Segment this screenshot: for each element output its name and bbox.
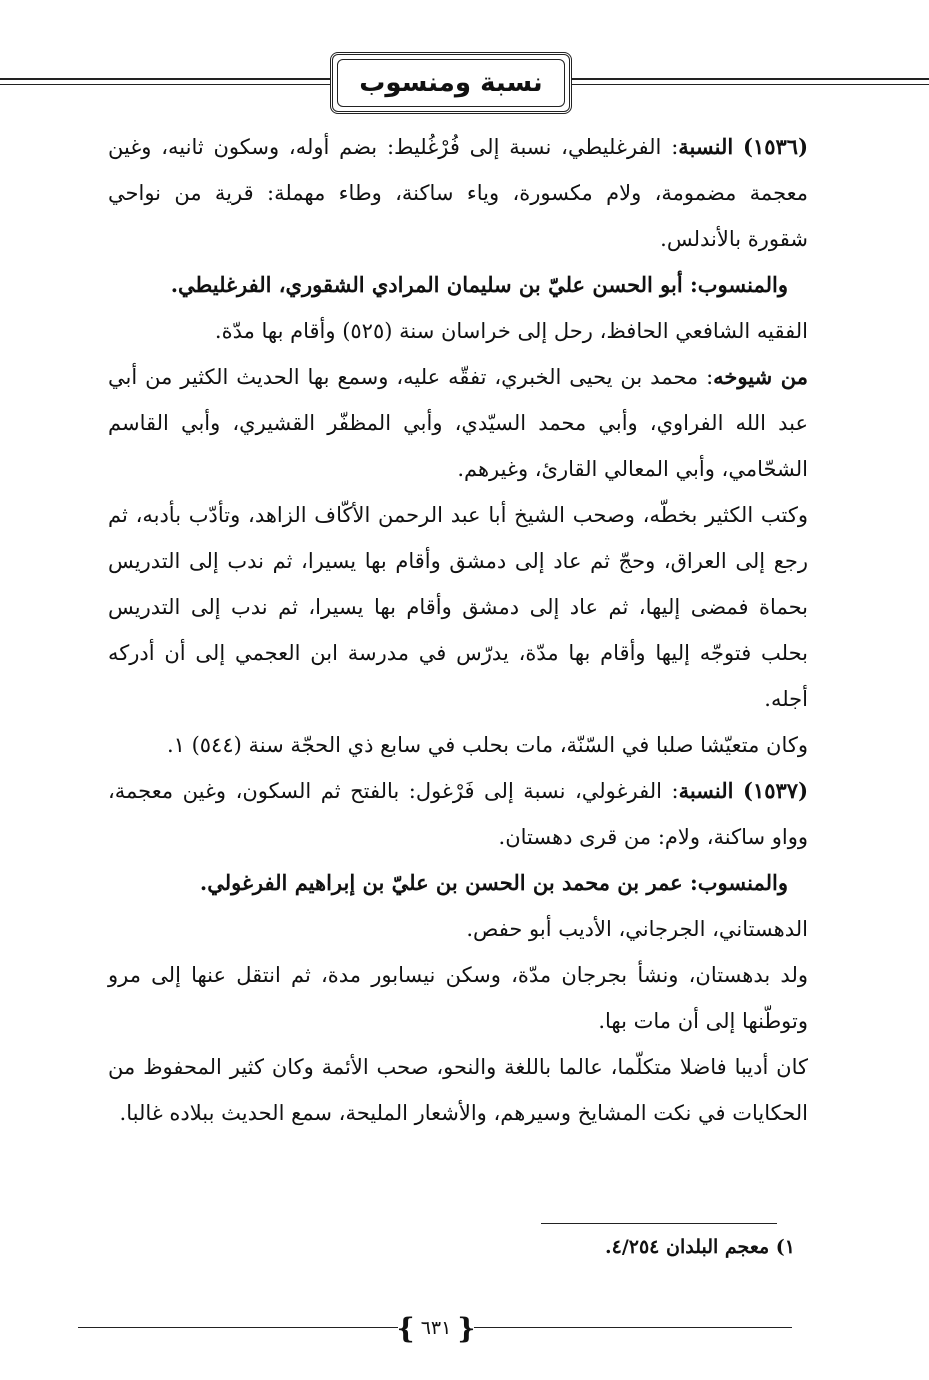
entry-1537-mansoob — [108, 860, 808, 906]
footer-rule-left — [78, 1327, 398, 1328]
paragraph: وكان متعيّشا صلبا في السّنّة، مات بحلب في سابع ذي الحجّة سنة (٥٤٤) ١. — [166, 733, 808, 757]
mansoob-label: والمنسوب — [697, 272, 788, 297]
mansoob-name: : أبو الحسن عليّ بن سليمان المرادي الشقوري، الفرغليطي. — [170, 272, 698, 297]
page-number-bracket-close: } — [457, 1311, 476, 1345]
page-number — [398, 1312, 474, 1344]
header-rule-right-top — [572, 78, 929, 80]
footer-rule-right — [474, 1327, 792, 1328]
entry-1536-mansoob — [108, 262, 808, 308]
footnote-separator — [541, 1223, 777, 1224]
paragraph: وكتب الكثير بخطّه، وصحب الشيخ أبا عبد الرحمن الأكّاف الزاهد، وتأدّب بأدبه، ثم رجع إلى العراق، وحجّ ثم عاد إلى دمشق وأقام بها يسيرا، ثم ندب إلى التدريس بحماة فمضى إليها، ثم عاد إلى دمشق وأقام بها يسيرا، ثم ندب إلى التدريس بحلب فتوجّه إليها وأقام بها مدّة، يدرّس في مدرسة ابن العجمي إلى أن أدركه أجله. — [108, 503, 808, 711]
entry-1536-teachers — [108, 354, 808, 492]
page-body — [108, 124, 808, 1136]
paragraph: الدهستاني، الجرجاني، الأديب أبو حفص. — [466, 917, 808, 941]
header-rule-left-top — [0, 78, 330, 80]
entry-1536-nisba — [108, 124, 808, 262]
paragraph: ولد بدهستان، ونشأ بجرجان مدّة، وسكن نيسابور مدة، ثم انتقل عنها إلى مرو وتوطّنها إلى أن مات بها. — [108, 963, 808, 1033]
paragraph: كان أديبا فاضلا متكلّما، عالما باللغة والنحو، صحب الأئمة وكان كثير المحفوظ من الحكايات في نكت المشايخ وسيرهم، والأشعار المليحة، سمع الحديث ببلاده غالبا. — [108, 1055, 808, 1125]
nisba-label: النسبة — [678, 778, 734, 803]
mansoob-name: : عمر بن محمد بن الحسن بن عليّ بن إبراهيم الفرغولي. — [199, 870, 698, 895]
teachers-label: من شيوخه — [713, 364, 808, 389]
running-header — [330, 52, 572, 114]
header-rule-right-bottom — [572, 84, 929, 85]
entry-number: (١٥٣٦) — [743, 134, 808, 159]
entry-1537-nisba — [108, 768, 808, 860]
footnote: ١) معجم البلدان ٤/٢٥٤. — [605, 1236, 795, 1258]
page-number-value: ٦٣١ — [420, 1317, 452, 1339]
nisba-text: : الفرغولي، نسبة إلى فَرْغول: بالفتح ثم السكون، وغين معجمة، وواو ساكنة، ولام: من قرى دهستان. — [108, 779, 808, 849]
header-rule-left-bottom — [0, 84, 330, 85]
paragraph: الفقيه الشافعي الحافظ، رحل إلى خراسان سنة (٥٢٥) وأقام بها مدّة. — [214, 319, 808, 343]
nisba-text: : الفرغليطي، نسبة إلى فُرْغُليط: بضم أوله، وسكون ثانيه، وغين معجمة مضمومة، ولام مكسورة، وياء ساكنة، وطاء مهملة: قرية من نواحي شقورة بالأندلس. — [108, 135, 808, 251]
page-number-bracket-open: { — [396, 1311, 415, 1345]
teachers-text: : محمد بن يحيى الخبري، تفقّه عليه، وسمع بها الحديث الكثير من أبي عبد الله الفراوي، وأبي محمد السيّدي، وأبي المظفّر القشيري، وأبي القاسم الشحّامي، وأبي المعالي القارئ، وغيرهم. — [108, 365, 808, 481]
mansoob-label: والمنسوب — [697, 870, 788, 895]
nisba-label: النسبة — [678, 134, 734, 159]
entry-number: (١٥٣٧) — [743, 778, 808, 803]
running-header-title: نسبة ومنسوب — [337, 59, 565, 107]
